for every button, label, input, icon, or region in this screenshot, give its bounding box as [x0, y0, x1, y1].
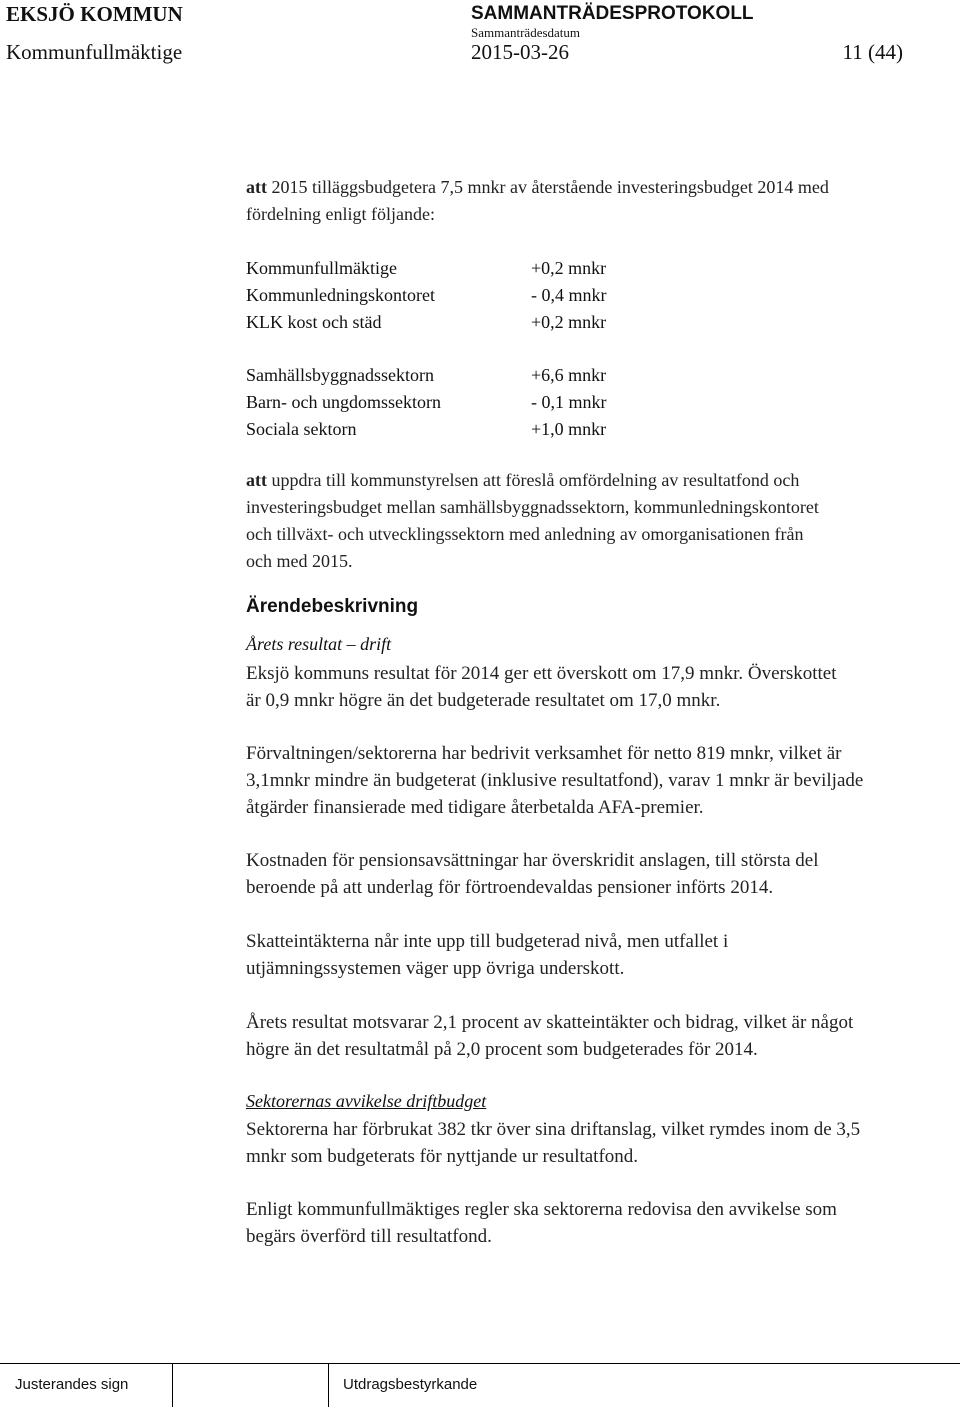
paragraph-5 [246, 1009, 853, 1063]
meeting-date: 2015-03-26 [471, 40, 569, 64]
decision-2-line-3: och tillväxt- och utvecklingssektorn med anledning av omorganisationen från [246, 524, 804, 544]
p3-line-2: beroende på att underlag för förtroendevaldas pensioner införts 2014. [246, 877, 774, 898]
att-keyword: att [246, 470, 267, 490]
p6-line-2: mnkr som budgeterats för nyttjande ur resultatfond. [246, 1146, 639, 1167]
p2-line-2: 3,1mnkr mindre än budgeterat (inklusive resultatfond), varav 1 mnkr är beviljade [246, 770, 864, 791]
allocation-amount: +6,6 mnkr [531, 365, 607, 385]
allocation-name: Samhällsbyggnadssektorn [246, 365, 434, 385]
footer-extract-label: Utdragsbestyrkande [343, 1376, 478, 1393]
allocation-name: Barn- och ungdomssektorn [246, 392, 441, 412]
allocation-name: Kommunfullmäktige [246, 258, 397, 278]
section-title: Ärendebeskrivning [246, 596, 419, 617]
subheading-result [246, 634, 391, 655]
allocation-list-1 [246, 255, 607, 336]
allocation-row [246, 389, 607, 416]
allocation-row [246, 309, 607, 336]
allocation-name: Sociala sektorn [246, 419, 357, 439]
paragraph-3 [246, 847, 819, 901]
allocation-row [246, 255, 607, 282]
p7-line-2: begärs överförd till resultatfond. [246, 1226, 492, 1247]
p4-line-1: Skatteintäkterna når inte upp till budgeterad nivå, men utfallet i [246, 931, 729, 952]
footer-sign-label: Justerandes sign [15, 1376, 129, 1393]
p3-line-1: Kostnaden för pensionsavsättningar har överskridit anslagen, till största del [246, 850, 819, 871]
decision-1 [246, 174, 829, 228]
p4-line-2: utjämningssystemen väger upp övriga underskott. [246, 958, 625, 979]
p6-line-1: Sektorerna har förbrukat 382 tkr över sina driftanslag, vilket rymdes inom de 3,5 [246, 1119, 861, 1140]
footer-rule [0, 1363, 960, 1364]
p2-line-3: åtgärder finansierade med tidigare återbetalda AFA-premier. [246, 797, 704, 818]
p5-line-2: högre än det resultatmål på 2,0 procent som budgeterades för 2014. [246, 1039, 758, 1060]
decision-1-line-2: fördelning enligt följande: [246, 204, 435, 224]
allocation-amount: +0,2 mnkr [531, 312, 607, 332]
footer-divider [328, 1363, 329, 1407]
p1-line-1: Eksjö kommuns resultat för 2014 ger ett överskott om 17,9 mnkr. Överskottet [246, 663, 837, 684]
decision-2-line-2: investeringsbudget mellan samhällsbyggnadssektorn, kommunledningskontoret [246, 497, 819, 517]
allocation-row [246, 362, 607, 389]
p1-line-2: är 0,9 mnkr högre än det budgeterade resultatet om 17,0 mnkr. [246, 690, 721, 711]
allocation-amount: +1,0 mnkr [531, 419, 607, 439]
decision-2-line-4: och med 2015. [246, 551, 353, 571]
p2-line-1: Förvaltningen/sektorerna har bedrivit verksamhet för netto 819 mnkr, vilket är [246, 743, 842, 764]
allocation-amount: - 0,1 mnkr [531, 392, 607, 412]
page-number: 11 (44) [842, 40, 903, 64]
decision-1-line-1: 2015 tilläggsbudgetera 7,5 mnkr av återstående investeringsbudget 2014 med [267, 177, 829, 197]
allocation-name: Kommunledningskontoret [246, 285, 435, 305]
allocation-name: KLK kost och städ [246, 312, 382, 332]
allocation-row [246, 416, 607, 443]
allocation-row [246, 282, 607, 309]
paragraph-4 [246, 928, 728, 982]
subheading-result-text: Årets resultat – drift [246, 634, 392, 654]
p5-line-1: Årets resultat motsvarar 2,1 procent av skatteintäkter och bidrag, vilket är något [246, 1012, 854, 1033]
att-keyword: att [246, 177, 267, 197]
decision-2-line-1: uppdra till kommunstyrelsen att föreslå omfördelning av resultatfond och [267, 470, 800, 490]
allocation-amount: +0,2 mnkr [531, 258, 607, 278]
paragraph-2 [246, 740, 863, 821]
org-name: EKSJÖ KOMMUN [6, 2, 183, 26]
p7-line-1: Enligt kommunfullmäktiges regler ska sektorerna redovisa den avvikelse som [246, 1199, 837, 1220]
footer-divider [172, 1363, 173, 1407]
decision-2 [246, 467, 819, 575]
paragraph-1 [246, 660, 837, 714]
subheading-deviation: Sektorernas avvikelse driftbudget [246, 1091, 487, 1111]
assembly-name: Kommunfullmäktige [6, 40, 183, 64]
paragraph-7 [246, 1196, 837, 1250]
allocation-list-2 [246, 362, 607, 443]
document-type: SAMMANTRÄDESPROTOKOLL [471, 3, 754, 24]
date-label: Sammanträdesdatum [471, 25, 581, 40]
allocation-amount: - 0,4 mnkr [531, 285, 607, 305]
paragraph-6 [246, 1116, 860, 1170]
